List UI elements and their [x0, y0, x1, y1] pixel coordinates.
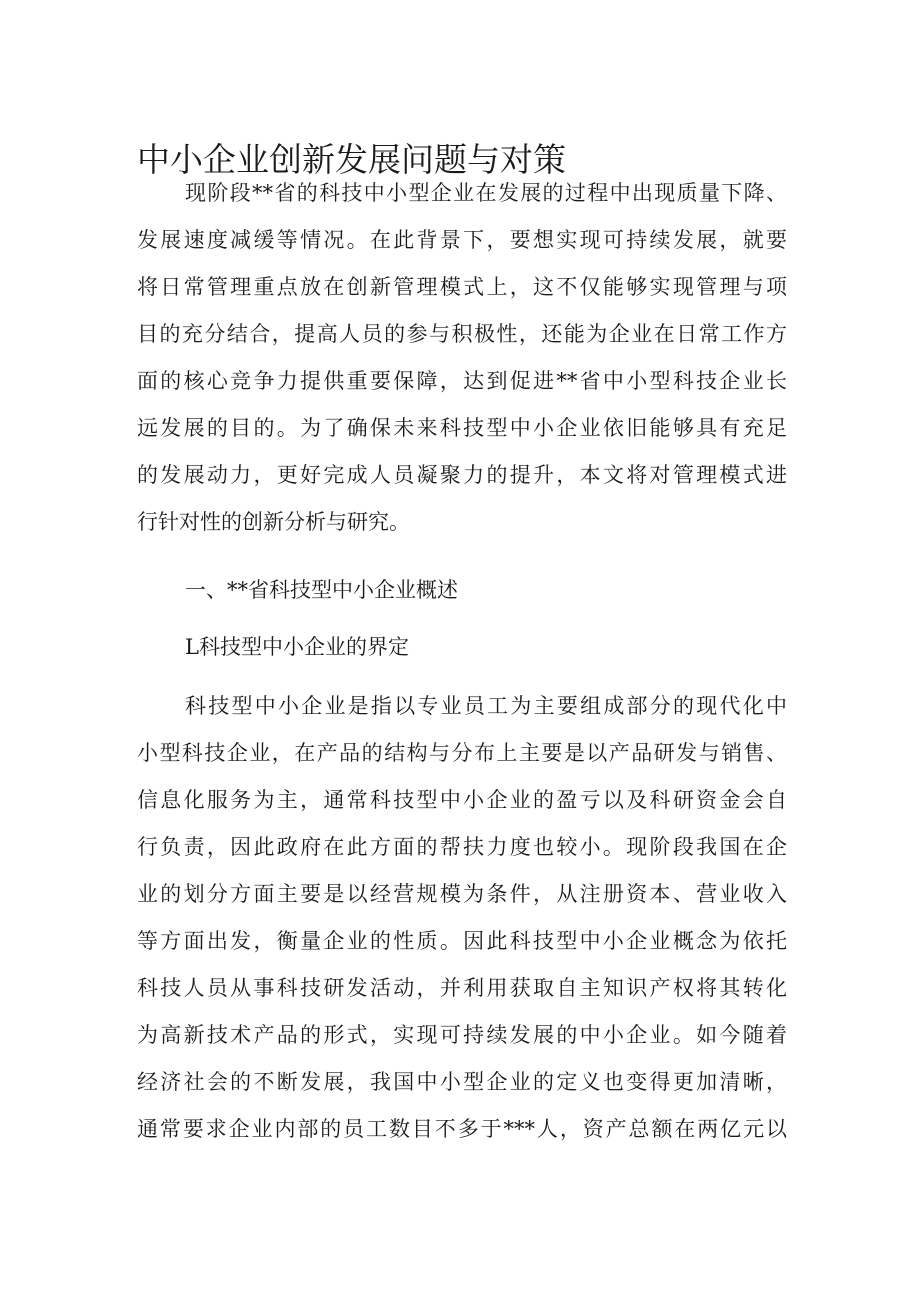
text-line: 将日常管理重点放在创新管理模式上，这不仅能够实现管理与项 — [137, 275, 787, 299]
text-line: 科技人员从事科技研发活动，并利用获取自主知识产权将其转化 — [137, 976, 787, 1000]
text-line: 小型科技企业，在产品的结构与分布上主要是以产品研发与销售、 — [137, 741, 787, 765]
text-line: 业的划分方面主要是以经营规模为条件，从注册资本、营业收入 — [137, 882, 787, 906]
text-line: 经济社会的不断发展，我国中小型企业的定义也变得更加清晰， — [137, 1070, 787, 1094]
text-line: 发展速度减缓等情况。在此背景下，要想实现可持续发展，就要 — [137, 228, 787, 252]
section-heading: 一、**省科技型中小企业概述 — [185, 578, 458, 602]
document-title: 中小企业创新发展问题与对策 — [137, 140, 566, 179]
text-line: 等方面出发，衡量企业的性质。因此科技型中小企业概念为依托 — [137, 929, 787, 953]
text-line: 行针对性的创新分析与研究。 — [137, 510, 410, 534]
text-line: 面的核心竞争力提供重要保障，达到促进**省中小型科技企业长 — [137, 369, 787, 393]
text-line: 科技型中小企业是指以专业员工为主要组成部分的现代化中 — [185, 694, 787, 718]
text-line: 的发展动力，更好完成人员凝聚力的提升，本文将对管理模式进 — [137, 463, 787, 487]
text-line: 现阶段**省的科技中小型企业在发展的过程中出现质量下降、 — [185, 181, 787, 205]
text-line: 信息化服务为主，通常科技型中小企业的盈亏以及科研资金会自 — [137, 788, 787, 812]
subsection-heading: L科技型中小企业的界定 — [185, 635, 409, 659]
text-line: 远发展的目的。为了确保未来科技型中小企业依旧能够具有充足 — [137, 416, 787, 440]
text-line: 目的充分结合，提高人员的参与积极性，还能为企业在日常工作方 — [137, 322, 787, 346]
text-line: 为高新技术产品的形式，实现可持续发展的中小企业。如今随着 — [137, 1023, 787, 1047]
text-line: 行负责，因此政府在此方面的帮扶力度也较小。现阶段我国在企 — [137, 835, 787, 859]
text-line: 通常要求企业内部的员工数目不多于***人，资产总额在两亿元以 — [137, 1117, 787, 1141]
